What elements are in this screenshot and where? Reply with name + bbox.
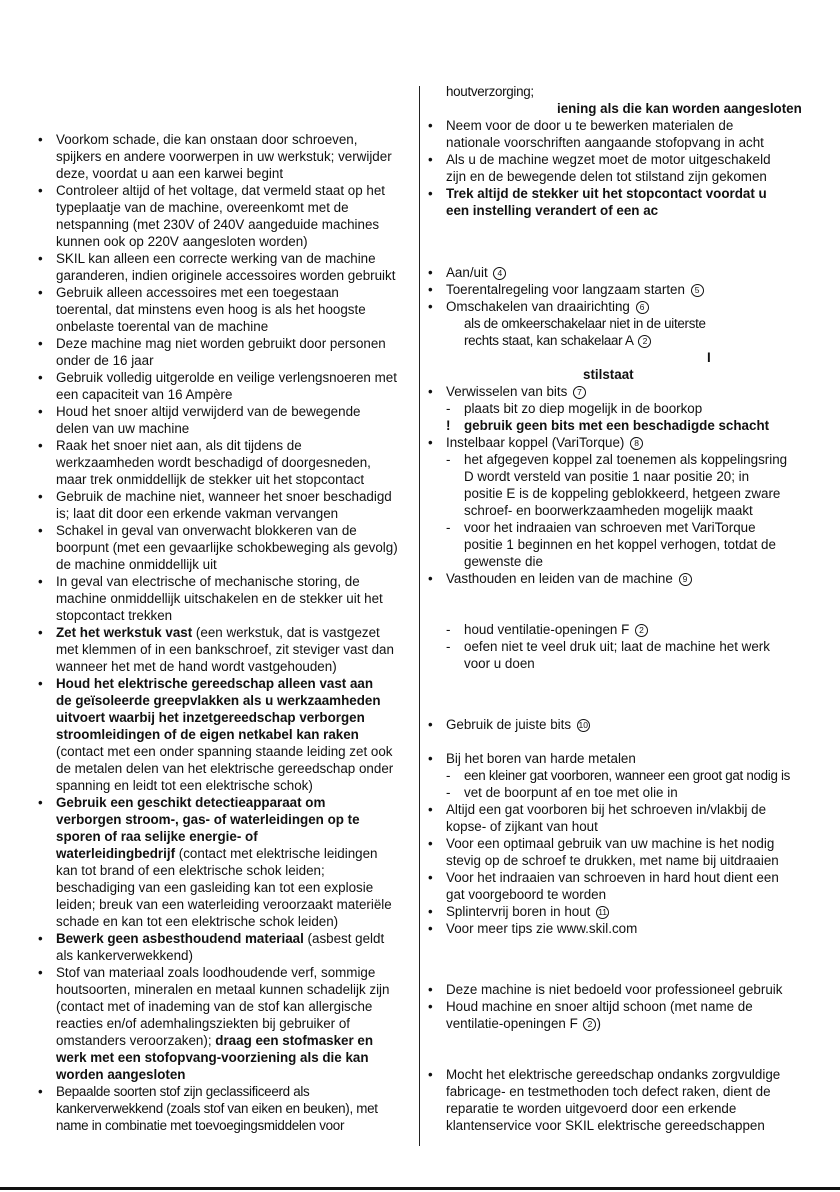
text-run: positie E is de koppeling geblokkeerd, hetgeen zware	[464, 486, 781, 501]
text-run: machine onmiddellijk uitschakelen en de stekker uit het	[56, 591, 383, 606]
bullet-item	[38, 1083, 309, 1100]
figure-reference-number: 6	[636, 301, 649, 314]
bullet-marker: •	[428, 982, 433, 997]
text-run: Gebruik alleen accessoires met een toegestaan	[56, 285, 339, 300]
text-line	[56, 998, 372, 1015]
text-run: een instelling verandert of een ac	[446, 203, 659, 218]
sub-marker: -	[446, 622, 451, 637]
text-run: oefen niet te veel druk uit; laat de machine het werk	[464, 639, 770, 654]
sub-item	[428, 621, 648, 638]
sub-item	[428, 400, 702, 417]
text-line	[557, 100, 802, 117]
text-line	[56, 1015, 350, 1032]
text-run: kopse- of zijkant van hout	[446, 819, 598, 834]
figure-reference-number: 2	[638, 335, 651, 348]
text-run: Bepaalde soorten stof zijn geclassificeerd als	[56, 1084, 310, 1099]
text-line	[56, 913, 338, 930]
text-line	[56, 301, 366, 318]
text-run: houd ventilatie-openingen F	[464, 622, 633, 637]
text-run: garanderen, indien originele accessoires worden gebruikt	[56, 268, 396, 283]
bullet-marker: •	[428, 118, 433, 133]
bullet-item	[38, 930, 384, 947]
text-line	[56, 1117, 344, 1134]
text-run: Verwisselen van bits	[446, 384, 572, 399]
text-run: Houd het elektrische gereedschap alleen vast aan	[56, 676, 374, 691]
text-line	[56, 828, 258, 845]
text-line	[56, 199, 349, 216]
text-run: de geïsoleerde greepvlakken als u werkzaamheden	[56, 693, 381, 708]
text-line	[464, 315, 706, 332]
text-run: Gebruik volledig uitgerolde en veilige verlengsnoeren met	[56, 370, 397, 385]
text-run: Houd machine en snoer altijd schoon (met name de	[446, 999, 753, 1014]
bullet-item	[38, 250, 376, 267]
figure-reference-number: 7	[573, 386, 586, 399]
bullet-item	[38, 369, 397, 386]
bullet-item	[38, 335, 386, 352]
text-run: positie 1 beginnen en het koppel verhogen, totdat de	[464, 537, 776, 552]
bullet-marker: •	[428, 282, 433, 297]
bullet-item	[428, 264, 506, 281]
bullet-marker: •	[428, 751, 433, 766]
text-run: maar trek onmiddellijk de stekker uit het stopcontact	[56, 472, 365, 487]
text-run: iening als die kan worden aangesloten	[557, 101, 802, 116]
text-run: deze, voordat u aan een karwei begint	[56, 166, 284, 181]
text-line	[56, 811, 360, 828]
bullet-marker: •	[38, 1084, 43, 1099]
text-run: schade en kan tot een elektrische schok leiden)	[56, 914, 339, 929]
text-run: delen van uw machine	[56, 421, 190, 436]
bullet-item	[38, 182, 385, 199]
text-run: gat voorgeboord te worden	[446, 887, 607, 902]
bullet-item	[428, 801, 766, 818]
text-run: voor u doen	[464, 656, 535, 671]
sub-marker: -	[446, 639, 451, 654]
text-run: Altijd een gat voorboren bij het schroeven in/vlakbij de	[446, 802, 767, 817]
bullet-item	[428, 185, 767, 202]
text-run: Gebruik de machine niet, wanneer het snoer beschadigd	[56, 489, 392, 504]
text-run: kankerverwekkend (zoals stof van eiken en beuken), met	[56, 1101, 378, 1116]
text-run: Raak het snoer niet aan, als dit tijdens de	[56, 438, 302, 453]
page-bottom-rule	[0, 1187, 840, 1190]
text-line	[56, 896, 392, 913]
bullet-marker: •	[428, 152, 433, 167]
bullet-marker: •	[428, 717, 433, 732]
text-line	[583, 366, 634, 383]
bullet-marker: •	[428, 836, 433, 851]
text-run: een capaciteit van 16 Ampère	[56, 387, 233, 402]
text-run: reacties en/of ademhalingsziekten bij gebruiker of	[56, 1016, 351, 1031]
bullet-item	[38, 624, 380, 641]
text-run: leiden; breuk van een waterleiding veroorzaakt materiële	[56, 897, 392, 912]
text-run: kan tot brand of een elektrische schok leiden;	[56, 863, 325, 878]
bullet-item	[38, 794, 325, 811]
text-line	[56, 607, 172, 624]
bullet-marker: •	[38, 132, 43, 147]
text-run: Voorkom schade, die kan onstaan door schroeven,	[56, 132, 358, 147]
text-line	[464, 655, 535, 672]
text-line	[56, 216, 379, 233]
text-run: Bewerk geen asbesthoudend materiaal	[56, 931, 304, 946]
sub-marker: !	[446, 418, 451, 433]
text-line	[56, 590, 383, 607]
text-run: Gebruik een geschikt detectieapparaat om	[56, 795, 326, 810]
text-run: de metalen delen van het elektrische gereedschap onder	[56, 761, 394, 776]
bullet-marker: •	[38, 285, 43, 300]
text-run: (een werkstuk, dat is vastgezet	[192, 625, 380, 640]
text-line	[464, 332, 651, 349]
text-line	[56, 743, 392, 760]
text-run: Instelbaar koppel (VariTorque)	[446, 435, 629, 450]
bullet-item	[428, 1066, 780, 1083]
text-run: In geval van electrische of mechanische storing, de	[56, 574, 360, 589]
figure-reference-number: 11	[596, 906, 609, 919]
text-run: onder de 16 jaar	[56, 353, 154, 368]
text-line	[464, 485, 780, 502]
bullet-item	[428, 869, 779, 886]
sub-item	[428, 638, 770, 655]
text-run: gewenste die	[464, 554, 543, 569]
text-line	[464, 502, 753, 519]
figure-reference-number: 5	[691, 284, 704, 297]
bullet-item	[428, 383, 586, 400]
text-run: stilstaat	[583, 367, 634, 382]
text-run: Stof van materiaal zoals loodhoudende verf, sommige	[56, 965, 376, 980]
figure-reference-number: 2	[635, 624, 648, 637]
bullet-item	[38, 403, 360, 420]
text-line	[56, 148, 392, 165]
sub-marker: -	[446, 768, 451, 783]
bullet-marker: •	[38, 251, 43, 266]
text-run: (contact met elektrische leidingen	[175, 846, 378, 861]
text-line	[56, 692, 381, 709]
text-line	[56, 267, 395, 284]
sub-item	[428, 451, 787, 468]
bullet-marker: •	[38, 404, 43, 419]
bullet-marker: •	[428, 571, 433, 586]
text-run: wanneer het met de hand wordt vastgehouden)	[56, 659, 337, 674]
bullet-item	[428, 835, 774, 852]
text-run: vet de boorpunt af en toe met olie in	[464, 785, 678, 800]
text-line	[464, 536, 776, 553]
text-line	[446, 1015, 601, 1032]
figure-reference-number: 4	[493, 267, 506, 280]
text-run: boorpunt (met een gevaarlijke schokbeweging als gevolg)	[56, 540, 398, 555]
text-run: plaats bit zo diep mogelijk in de boorkop	[464, 401, 703, 416]
bullet-item	[38, 573, 360, 590]
sub-marker: -	[446, 452, 451, 467]
text-run: klantenservice voor SKIL elektrische gereedschappen	[446, 1118, 765, 1133]
text-run: Houd het snoer altijd verwijderd van de bewegende	[56, 404, 361, 419]
text-line	[56, 862, 325, 879]
text-line	[56, 471, 364, 488]
sub-item	[428, 519, 756, 536]
bullet-marker: •	[38, 676, 43, 691]
text-run: stevig op de schroef te drukken, met name bij uitdraaien	[446, 853, 779, 868]
bullet-item	[428, 570, 692, 587]
text-run: typeplaatje van de machine, overeenkomt met de	[56, 200, 349, 215]
text-run: gebruik geen bits met een beschadigde schacht	[464, 418, 770, 433]
text-line	[446, 818, 598, 835]
text-line	[446, 886, 606, 903]
figure-reference-number: 9	[679, 573, 692, 586]
text-line	[56, 658, 337, 675]
text-line	[446, 134, 764, 151]
bullet-item	[428, 750, 636, 767]
text-run: de machine onmiddellijk uit	[56, 557, 217, 572]
text-run: name in combinatie met toevoegingsmiddelen voor	[56, 1118, 345, 1133]
text-run: Vasthouden en leiden van de machine	[446, 571, 677, 586]
sub-item	[428, 767, 790, 784]
text-line	[446, 852, 779, 869]
text-line	[56, 420, 189, 437]
bullet-marker: •	[38, 523, 43, 538]
text-line	[56, 641, 394, 658]
bullet-marker: •	[428, 870, 433, 885]
text-run: stroomleidingen of de eigen netkabel kan raken	[56, 727, 359, 742]
text-run: toerental, dat minstens even hoog is als het hoogste	[56, 302, 366, 317]
bullet-item	[38, 675, 373, 692]
bullet-item	[428, 117, 733, 134]
bullet-item	[38, 964, 375, 981]
bullet-marker: •	[428, 186, 433, 201]
bullet-marker: •	[38, 965, 43, 980]
text-run: spijkers en andere voorwerpen in uw werkstuk; verwijder	[56, 149, 392, 164]
text-run: met klemmen of in een bankschroef, zit steviger vast dan	[56, 642, 394, 657]
bullet-marker: •	[428, 1067, 433, 1082]
text-run: rechts staat, kan schakelaar A	[464, 333, 637, 348]
text-line	[446, 202, 658, 219]
text-line	[56, 165, 283, 182]
bullet-item	[38, 488, 392, 505]
bullet-marker: •	[38, 438, 43, 453]
text-run: draag een stofmasker en	[215, 1033, 374, 1048]
text-run: als kankerverwekkend)	[56, 948, 193, 963]
text-line	[56, 454, 371, 471]
text-line	[56, 556, 217, 573]
text-line	[56, 1066, 185, 1083]
bullet-item	[428, 998, 753, 1015]
sub-item	[428, 417, 769, 434]
bullet-marker: •	[38, 370, 43, 385]
text-run: houtsoorten, mineralen en metaal kunnen schadelijk zijn	[56, 982, 390, 997]
text-run: I	[707, 350, 711, 365]
text-line	[56, 947, 193, 964]
text-run: is; laat dit door een erkende vakman vervangen	[56, 506, 339, 521]
bullet-item	[38, 522, 357, 539]
bullet-item	[428, 298, 649, 315]
bullet-marker: •	[428, 802, 433, 817]
text-run: reparatie te worden uitgevoerd door een erkende	[446, 1101, 737, 1116]
bullet-item	[38, 131, 357, 148]
text-line	[446, 1117, 765, 1134]
text-line	[464, 553, 543, 570]
text-run: Aan/uit	[446, 265, 492, 280]
bullet-item	[428, 981, 782, 998]
bullet-marker: •	[38, 489, 43, 504]
text-run: D wordt versteld van positie 1 naar positie 20; in	[464, 469, 750, 484]
bullet-item	[428, 903, 609, 920]
bullet-marker: •	[428, 904, 433, 919]
text-run: Trek altijd de stekker uit het stopcontact voordat u	[446, 186, 767, 201]
text-line	[446, 1083, 771, 1100]
bullet-item	[428, 434, 643, 451]
text-run: Voor een optimaal gebruik van uw machine is het nodig	[446, 836, 775, 851]
text-line	[56, 726, 359, 743]
bullet-marker: •	[38, 574, 43, 589]
column-divider	[419, 86, 420, 1146]
text-run: )	[596, 1016, 601, 1031]
bullet-marker: •	[428, 999, 433, 1014]
text-line	[446, 168, 767, 185]
text-run: beschadiging van een gasleiding kan tot een explosie	[56, 880, 374, 895]
text-line	[446, 1100, 736, 1117]
text-line	[56, 709, 365, 726]
text-run: werk met een stofopvang-voorziening als die kan	[56, 1050, 369, 1065]
figure-reference-number: 10	[578, 720, 588, 730]
text-line	[56, 318, 268, 335]
text-run: Voor meer tips zie www.skil.com	[446, 921, 638, 936]
text-run: Controleer altijd of het voltage, dat vermeld staat op het	[56, 183, 386, 198]
sub-item	[428, 784, 678, 801]
bullet-marker: •	[428, 384, 433, 399]
text-run: werkzaamheden wordt beschadigd of doorgesneden,	[56, 455, 371, 470]
text-run: Mocht het elektrische gereedschap ondanks zorgvuldige	[446, 1067, 781, 1082]
figure-reference-number: 2	[583, 1018, 596, 1031]
text-run: een kleiner gat voorboren, wanneer een groot gat nodig is	[464, 768, 791, 783]
sub-marker: -	[446, 785, 451, 800]
text-line	[446, 83, 534, 100]
text-line	[56, 845, 378, 862]
bullet-marker: •	[428, 265, 433, 280]
text-run: Deze machine is niet bedoeld voor professioneel gebruik	[446, 982, 783, 997]
text-run: verborgen stroom-, gas- of waterleidingen op te	[56, 812, 360, 827]
text-run: houtverzorging;	[446, 84, 534, 99]
bullet-marker: •	[38, 795, 43, 810]
text-run: zijn en de bewegende delen tot stilstand zijn gekomen	[446, 169, 767, 184]
text-run: het afgegeven koppel zal toenemen als koppelingsring	[464, 452, 788, 467]
text-line	[56, 233, 308, 250]
text-run: omstanders veroorzaken);	[56, 1033, 216, 1048]
text-line	[56, 505, 338, 522]
text-run: worden aangesloten	[56, 1067, 186, 1082]
text-run: uitvoert waarbij het inzetgereedschap verborgen	[56, 710, 365, 725]
text-run: (contact met of inademing van de stof kan allergische	[56, 999, 373, 1014]
text-line	[56, 879, 373, 896]
text-run: (asbest geldt	[303, 931, 385, 946]
text-line	[464, 468, 749, 485]
bullet-item	[428, 920, 637, 937]
bullet-marker: •	[428, 435, 433, 450]
bullet-marker: •	[428, 299, 433, 314]
text-line	[56, 1049, 369, 1066]
bullet-item	[38, 284, 339, 301]
text-run: Bij het boren van harde metalen	[446, 751, 636, 766]
text-run: sporen of raa selijke energie- of	[56, 829, 258, 844]
figure-reference-number: 8	[630, 437, 643, 450]
text-run: Gebruik de juiste bits	[446, 717, 575, 732]
bullet-marker: •	[38, 183, 43, 198]
bullet-marker: •	[38, 625, 43, 640]
text-line	[56, 981, 389, 998]
text-run: nationale voorschriften aangaande stofopvang in acht	[446, 135, 764, 150]
text-line	[56, 1100, 378, 1117]
bullet-marker: •	[38, 931, 43, 946]
text-run: (contact met een onder spanning staande leiding zet ook	[56, 744, 393, 759]
text-run: stopcontact trekken	[56, 608, 173, 623]
text-run: SKIL kan alleen een correcte werking van de machine	[56, 251, 376, 266]
text-run: netspanning (met 230V of 240V aangeduide machines	[56, 217, 380, 232]
sub-marker: -	[446, 401, 451, 416]
text-line	[56, 1032, 373, 1049]
text-run: onbelaste toerental van de machine	[56, 319, 269, 334]
text-run: Omschakelen van draairichting	[446, 299, 634, 314]
bullet-item	[38, 437, 302, 454]
text-run: als de omkeerschakelaar niet in de uiterste	[464, 316, 706, 331]
text-run: spanning en leidt tot een elektrische schok)	[56, 778, 313, 793]
bullet-item	[428, 716, 590, 733]
text-line	[56, 539, 398, 556]
text-run: kunnen ook op 220V aangesloten worden)	[56, 234, 308, 249]
text-run: Neem voor de door u te bewerken materialen de	[446, 118, 734, 133]
text-line	[707, 349, 711, 366]
bullet-marker: •	[428, 921, 433, 936]
text-run: voor het indraaien van schroeven met VariTorque	[464, 520, 756, 535]
bullet-item	[428, 151, 771, 168]
text-line	[56, 777, 313, 794]
text-run: Deze machine mag niet worden gebruikt door personen	[56, 336, 386, 351]
text-line	[56, 760, 393, 777]
text-run: Voor het indraaien van schroeven in hard hout dient een	[446, 870, 779, 885]
text-run: Toerentalregeling voor langzaam starten	[446, 282, 689, 297]
text-run: Schakel in geval van onverwacht blokkeren van de	[56, 523, 357, 538]
sub-marker: -	[446, 520, 451, 535]
text-run: schroef- en boorwerkzaamheden mogelijk maakt	[464, 503, 753, 518]
text-run: Splintervrij boren in hout	[446, 904, 595, 919]
text-line	[56, 352, 154, 369]
text-run: Als u de machine wegzet moet de motor uitgeschakeld	[446, 152, 771, 167]
text-line	[56, 386, 232, 403]
text-run: Zet het werkstuk vast	[56, 625, 193, 640]
text-run: ventilatie-openingen F	[446, 1016, 582, 1031]
bullet-item	[428, 281, 704, 298]
text-run: fabricage- en testmethoden toch defect raken, dient de	[446, 1084, 771, 1099]
bullet-marker: •	[38, 336, 43, 351]
text-run: waterleidingbedrijf	[56, 846, 176, 861]
